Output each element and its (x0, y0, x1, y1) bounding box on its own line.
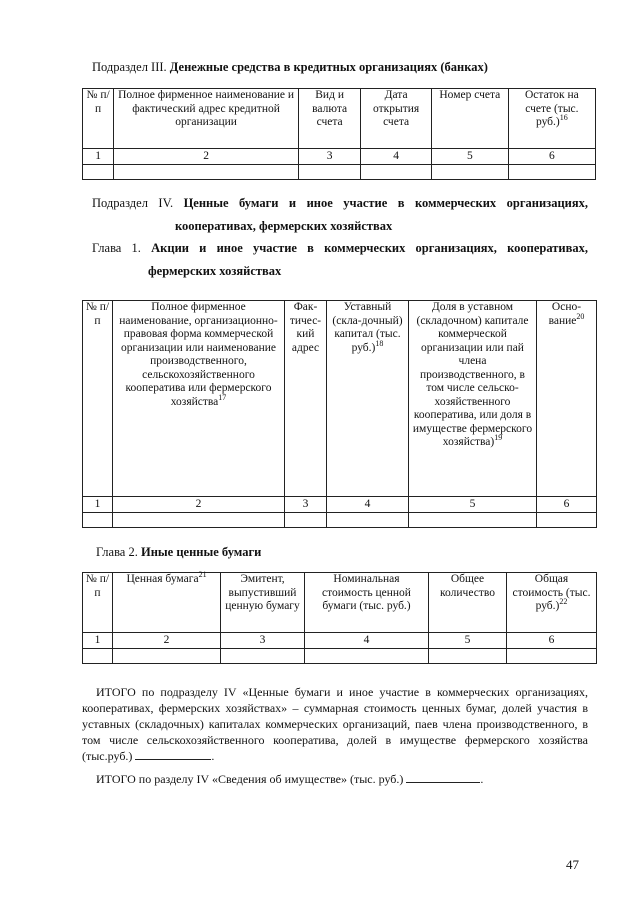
table-row (83, 497, 597, 513)
col-header-number: № п/п (83, 89, 114, 149)
table-row (83, 649, 597, 664)
col-number: 4 (327, 497, 409, 513)
col-header-account-type: Вид и валюта счета (298, 89, 360, 149)
table-row (83, 149, 596, 165)
footnote-ref: 22 (559, 597, 568, 607)
bank-accounts-table (82, 88, 596, 180)
col-number: 1 (83, 497, 113, 513)
col-header-charter-capital: Уставный (скла-дочный) капитал (тыс. руб.)$^{18}$ (327, 301, 409, 497)
other-securities-table (82, 572, 597, 664)
col-header-share: Доля в уставном (складочном) капитале коммерческой организации или пай члена производственного, в том числе сельско-хозяйственного кооператива, или доля в имуществе фермерского хозяйства)$^{19}$ (409, 301, 537, 497)
col-header-actual-address: Фак-тичес-кий адрес (285, 301, 327, 497)
subsection-4-title: Подраздел IV. Ценные бумаги и иное участие в коммерческих организациях, (92, 196, 588, 210)
col-number: 4 (305, 633, 429, 649)
total-blank-field (406, 782, 480, 783)
total-blank-field (135, 759, 211, 760)
section-4-total: ИТОГО по разделу IV «Сведения об имуществе» (тыс. руб.) . (96, 772, 484, 786)
footnote-ref: 17 (218, 392, 227, 402)
chapter-2-title: Глава 2. Иные ценные бумаги (96, 545, 262, 559)
col-number: 6 (537, 497, 597, 513)
col-header-organization-name: Полное фирменное наименование, организационно-правовая форма коммерческой организации или наименование производственного, сельскохозяйственного кооператива или фермерского хозяйства$^{17}$ (113, 301, 285, 497)
col-header-number: № п/п (83, 573, 113, 633)
footnote-ref: 20 (576, 311, 585, 321)
footnote-ref: 21 (198, 570, 207, 580)
col-number: 2 (113, 497, 285, 513)
col-number: 2 (114, 149, 299, 165)
footnote-ref: 19 (494, 433, 503, 443)
col-number: 3 (298, 149, 360, 165)
col-header-security: Ценная бумага$^{21}$ (113, 573, 221, 633)
col-number: 3 (221, 633, 305, 649)
col-header-total-value: Общая стоимость (тыс. руб.)$^{22}$ (507, 573, 597, 633)
col-header-open-date: Дата открытия счета (361, 89, 432, 149)
table-row (83, 633, 597, 649)
col-number: 5 (431, 149, 508, 165)
col-number: 1 (83, 149, 114, 165)
col-number: 4 (361, 149, 432, 165)
col-number: 3 (285, 497, 327, 513)
table-header-row (83, 301, 597, 497)
col-number: 5 (429, 633, 507, 649)
subsection-4-total-paragraph: ИТОГО по подразделу IV «Ценные бумаги и иное участие в коммерческих организациях, кооперативах, фермерских хозяйствах» – суммарная стоимость ценных бумаг, долей участия в уставных (складочных) капиталах коммерческих организаций, паев члена производственного, в том числе сельскохозяйственного кооператива, долей в имуществе фермерского хозяйства (тыс.руб.) . (82, 685, 588, 763)
col-header-account-number: Номер счета (431, 89, 508, 149)
col-header-bank-name: Полное фирменное наименование и фактический адрес кредитной организации (114, 89, 299, 149)
chapter-1-title: Глава 1. Акции и иное участие в коммерческих организациях, кооперативах, (92, 241, 588, 255)
table-row (83, 513, 597, 528)
table-header-row (83, 89, 596, 149)
table-row (83, 165, 596, 180)
col-header-basis: Осно-вание$^{20}$ (537, 301, 597, 497)
shares-participation-table (82, 300, 597, 528)
col-header-quantity: Общее количество (429, 573, 507, 633)
col-header-number: № п/п (83, 301, 113, 497)
col-header-issuer: Эмитент, выпустивший ценную бумагу (221, 573, 305, 633)
col-header-balance: Остаток на счете (тыс. руб.)$^{16}$ (508, 89, 595, 149)
col-number: 5 (409, 497, 537, 513)
col-number: 6 (508, 149, 595, 165)
chapter-1-title-line2: фермерских хозяйствах (148, 264, 282, 278)
footnote-ref: 16 (559, 113, 568, 123)
subsection-4-title-line2: кооперативах, фермерских хозяйствах (175, 219, 393, 233)
col-header-nominal-value: Номинальная стоимость ценной бумаги (тыс. руб.) (305, 573, 429, 633)
col-number: 1 (83, 633, 113, 649)
subsection-3-title: Подраздел III. Денежные средства в кредитных организациях (банках) (92, 60, 488, 74)
col-number: 6 (507, 633, 597, 649)
col-number: 2 (113, 633, 221, 649)
table-header-row (83, 573, 597, 633)
footnote-ref: 18 (375, 338, 384, 348)
page-number: 47 (566, 857, 579, 872)
